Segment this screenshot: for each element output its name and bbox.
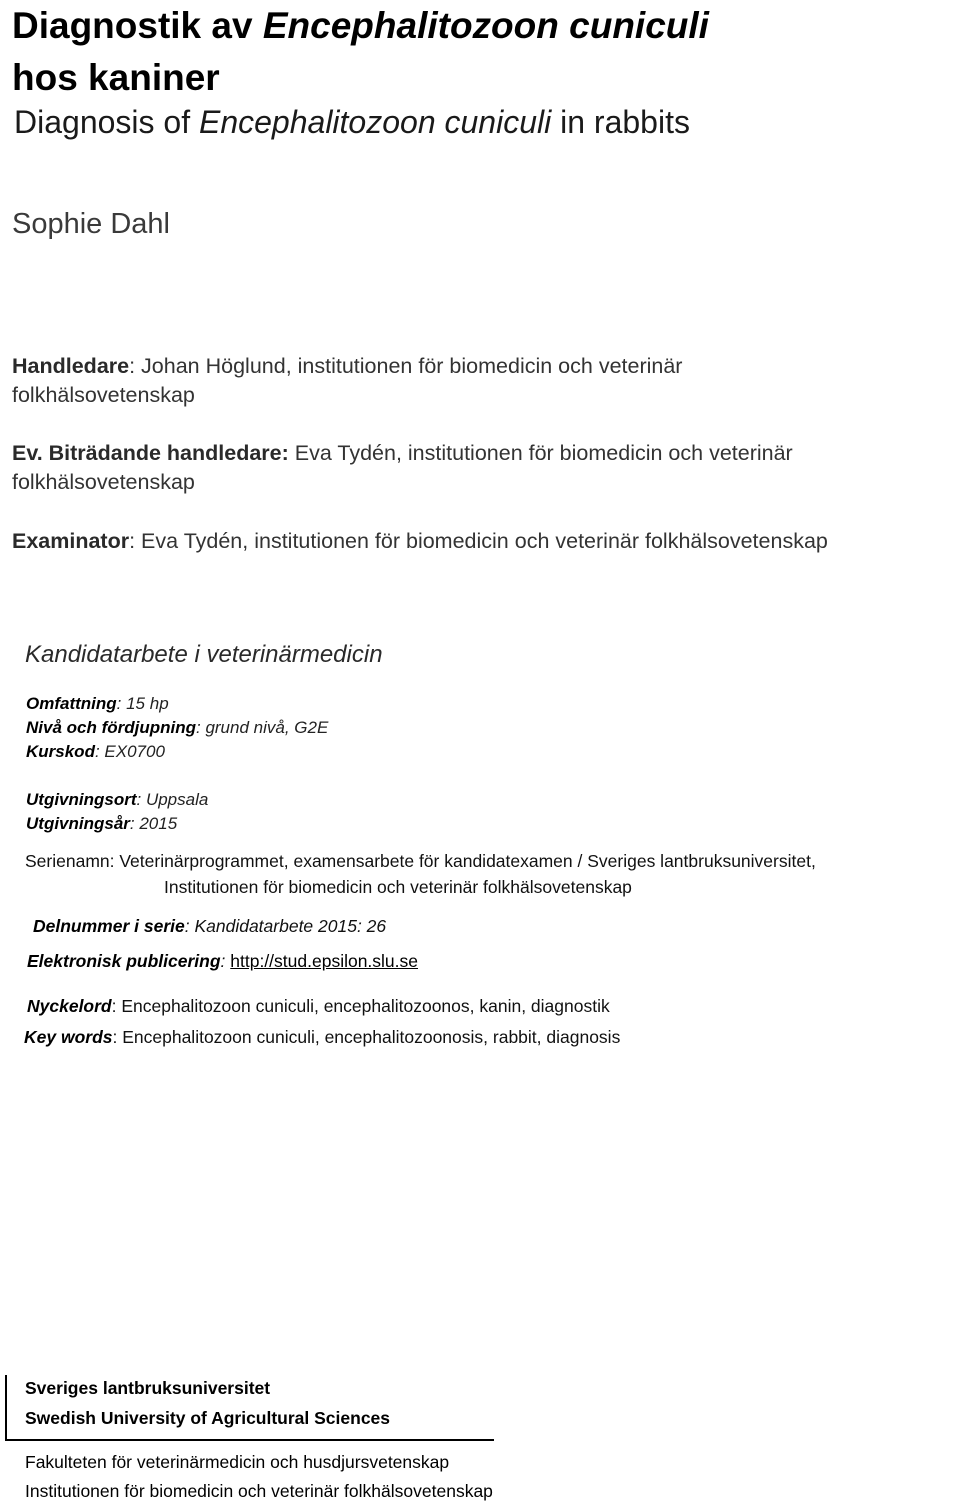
meta-publication-place: Utgivningsort: Uppsala (26, 790, 209, 809)
degree-title: Kandidatarbete i veterinärmedicin (25, 641, 383, 668)
keywords-swedish: Nyckelord: Encephalitozoon cuniculi, encephalitozoonos, kanin, diagnostik (27, 996, 610, 1016)
meta-scope: Omfattning: 15 hp (26, 694, 169, 713)
publication-link[interactable]: http://stud.epsilon.slu.se (230, 951, 419, 971)
electronic-publication: Elektronisk publicering: http://stud.epsilon.slu.se (27, 951, 419, 971)
faculty-name: Fakulteten för veterinärmedicin och husdjursvetenskap (25, 1452, 450, 1472)
meta-level: Nivå och fördjupning: grund nivå, G2E (26, 718, 329, 737)
examiner: Examinator: Eva Tydén, institutionen för biomedicin och veterinär folkhälsovetenskap (12, 529, 828, 553)
university-block-rule-vertical (5, 1375, 7, 1440)
author-name: Sophie Dahl (12, 208, 170, 240)
series-name-line1: Serienamn: Veterinärprogrammet, examensarbete för kandidatexamen / Sveriges lantbruksuniversitet, (25, 851, 816, 871)
title-english: Diagnosis of Encephalitozoon cuniculi in rabbits (14, 104, 690, 140)
assistant-supervisor: Ev. Biträdande handledare: Eva Tydén, institutionen för biomedicin och veterinär folkhälsovetenskap (12, 441, 793, 494)
keywords-english: Key words: Encephalitozoon cuniculi, encephalitozoonosis, rabbit, diagnosis (24, 1027, 621, 1047)
university-block-rule-horizontal (5, 1439, 494, 1441)
title-swedish (12, 0, 709, 104)
university-name-english: Swedish University of Agricultural Sciences (25, 1408, 391, 1428)
series-part-number: Delnummer i serie: Kandidatarbete 2015: 26 (33, 916, 387, 936)
title-swedish-line1: Diagnostik av Encephalitozoon cuniculi (12, 5, 709, 46)
meta-course-code: Kurskod: EX0700 (26, 742, 165, 761)
department-name: Institutionen för biomedicin och veterinär folkhälsovetenskap (25, 1481, 493, 1501)
meta-publication-year: Utgivningsår: 2015 (26, 814, 178, 833)
supervisor: Handledare: Johan Höglund, institutionen för biomedicin och veterinär folkhälsovetenskap (12, 354, 683, 407)
university-name-swedish: Sveriges lantbruksuniversitet (25, 1378, 271, 1398)
title-swedish-line2: hos kaniner (12, 57, 220, 98)
series-name-line2: Institutionen för biomedicin och veterinär folkhälsovetenskap (164, 877, 632, 897)
